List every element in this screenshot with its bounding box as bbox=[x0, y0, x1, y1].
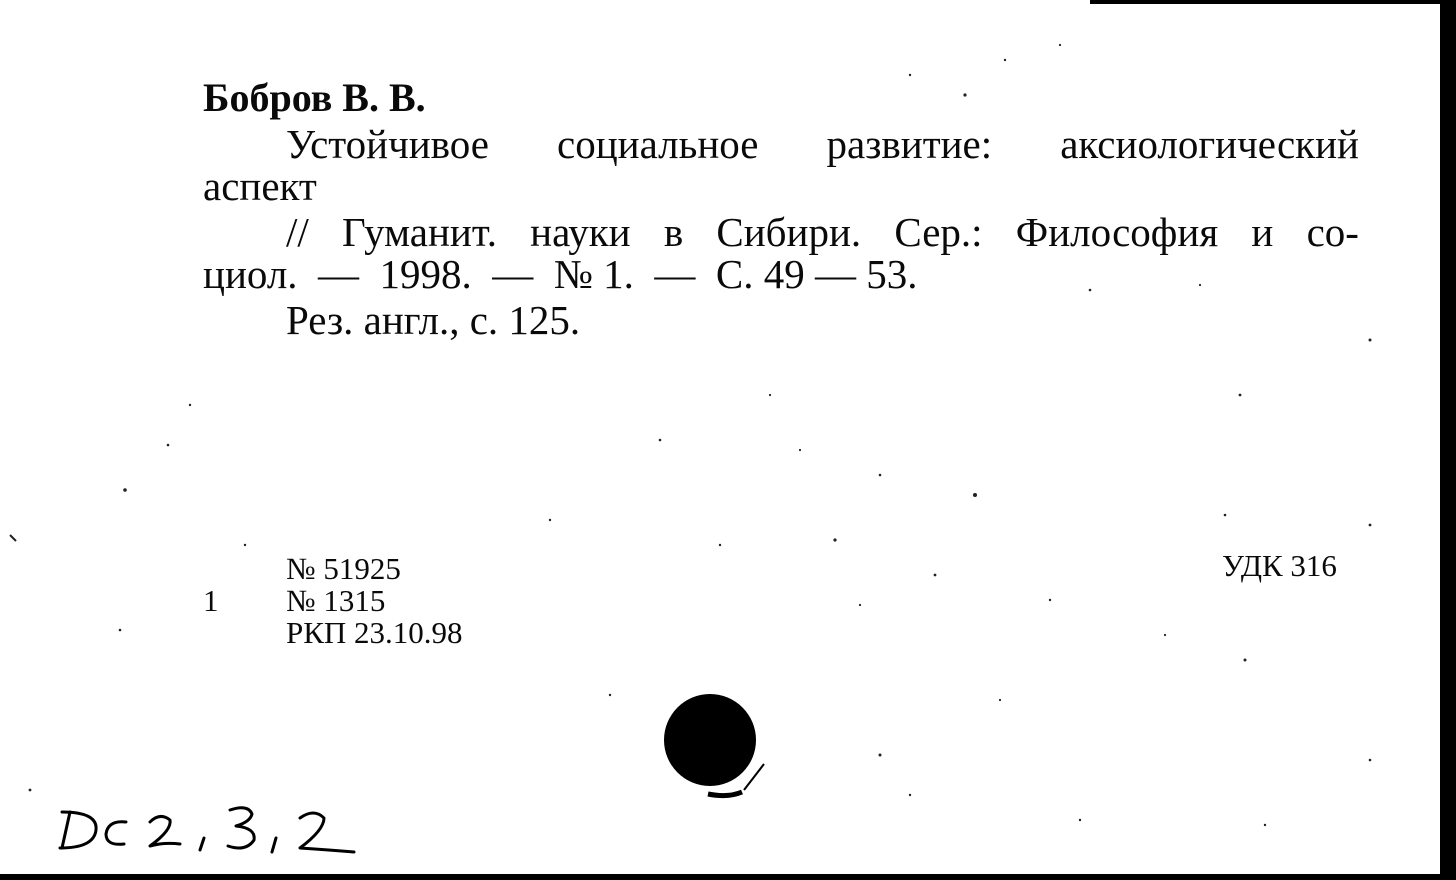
source-word: Сер.: bbox=[894, 209, 983, 255]
source-word: Гуманит. bbox=[342, 209, 497, 255]
source-word: науки bbox=[530, 209, 631, 255]
source-word: в bbox=[663, 209, 684, 255]
copies-count: 1 bbox=[203, 583, 219, 618]
title-word: социальное bbox=[557, 121, 759, 167]
source-word: Сибири. bbox=[716, 209, 862, 255]
source-word: и bbox=[1251, 209, 1274, 255]
source-word: Философия bbox=[1015, 209, 1219, 255]
source-word: // bbox=[286, 209, 309, 255]
copy-number: № 1315 bbox=[286, 583, 386, 618]
source-word: со- bbox=[1306, 209, 1359, 255]
udk-code: УДК 316 bbox=[1222, 548, 1337, 583]
source-line-2: циол. — 1998. — № 1. — С. 49 — 53. bbox=[203, 251, 918, 297]
rkp-date: РКП 23.10.98 bbox=[286, 615, 463, 650]
title-word: Устойчивое bbox=[286, 121, 489, 167]
title-line-2: аспект bbox=[203, 163, 317, 209]
title-word: аксиологический bbox=[1060, 121, 1359, 167]
author-name: Бобров В. В. bbox=[203, 75, 426, 120]
summary-note: Рез. англ., с. 125. bbox=[286, 297, 581, 343]
accession-number: № 51925 bbox=[286, 551, 401, 586]
title-word: развитие: bbox=[826, 121, 993, 167]
